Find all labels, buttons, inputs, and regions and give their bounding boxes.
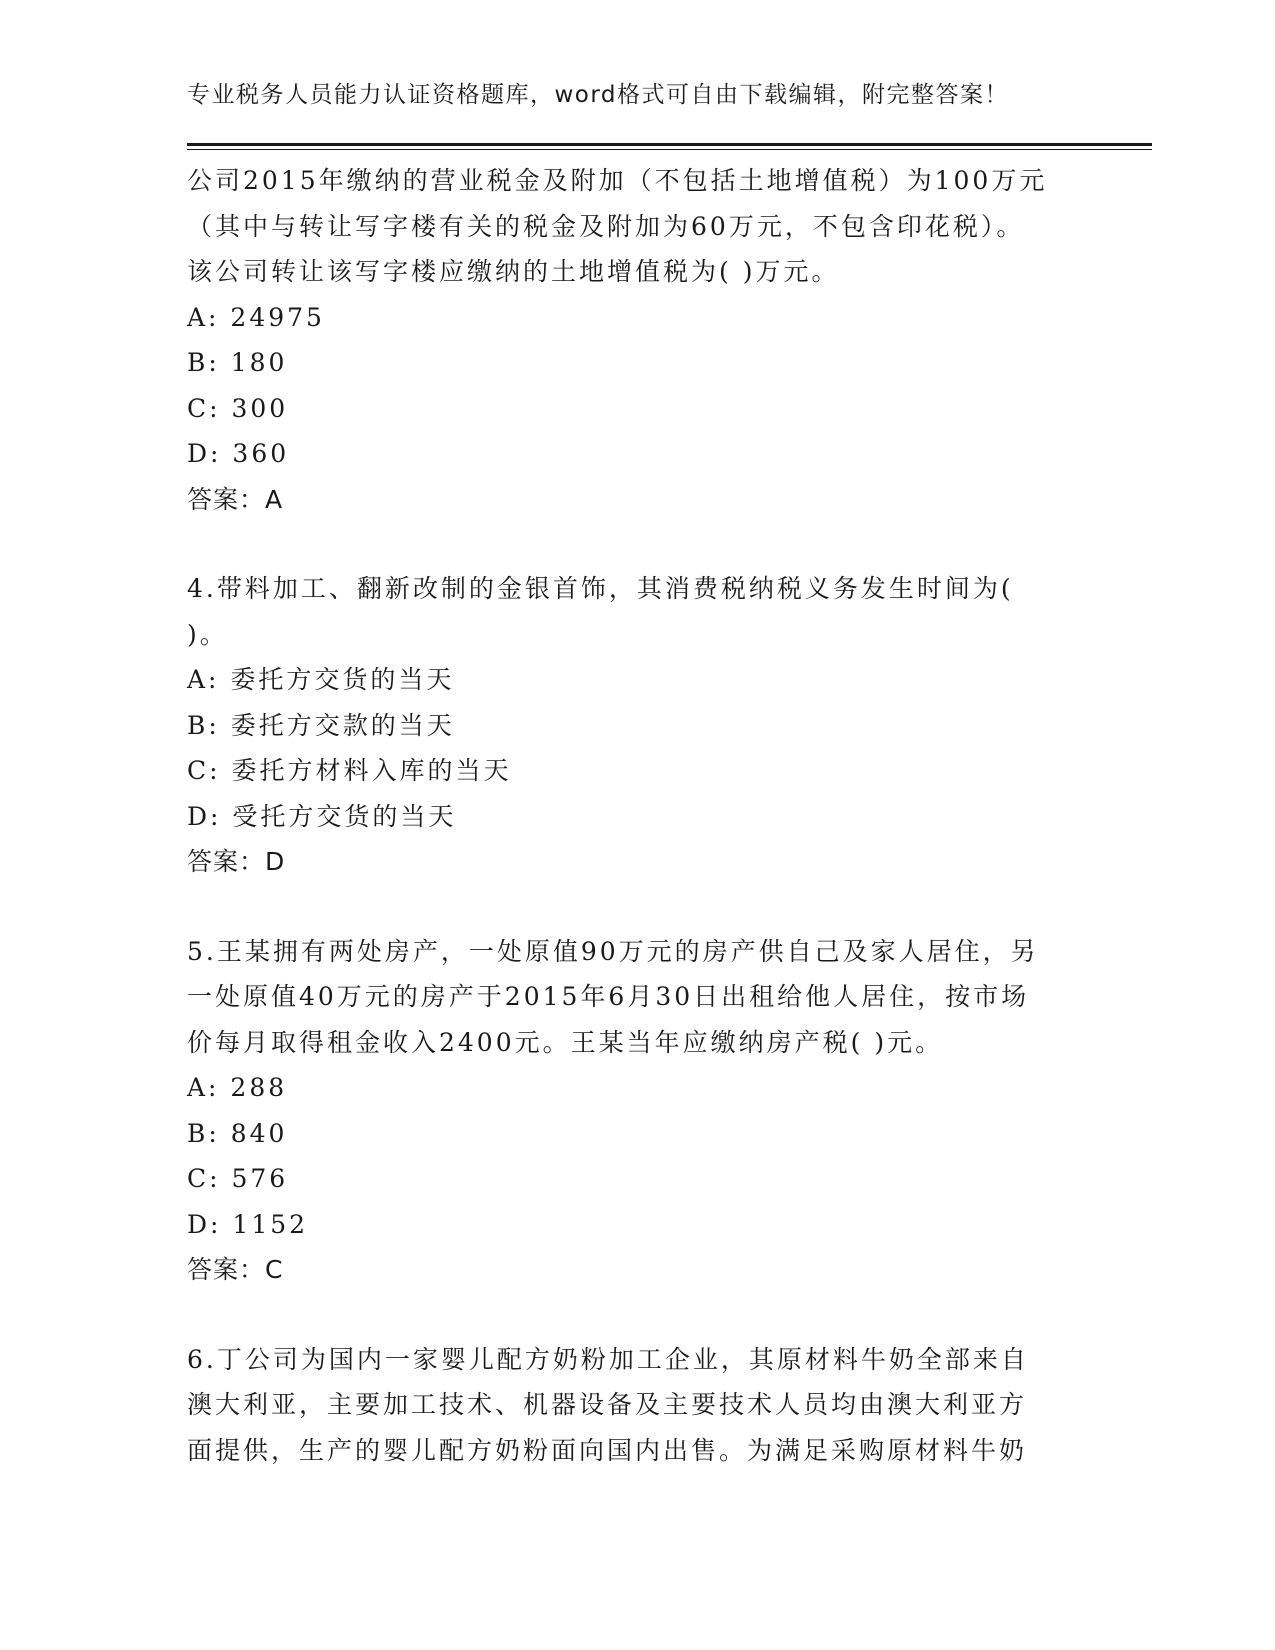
header-rule-thin [187,149,1152,150]
question-stem-line: 澳大利亚，主要加工技术、机器设备及主要技术人员均由澳大利亚方 [187,1390,1028,1419]
option-c: C: 300 [187,393,289,423]
question-stem-line: 该公司转让该写字楼应缴纳的土地增值税为( )万元。 [187,257,840,286]
option-d: D: 受托方交货的当天 [187,801,457,831]
spacer [187,885,1087,929]
option-a: A: 委托方交货的当天 [187,665,455,694]
answer-label: 答案：D [187,847,286,876]
page-header: 专业税务人员能力认证资格题库，word格式可自由下载编辑，附完整答案！ [187,82,1010,108]
spacer [187,1293,1087,1337]
question-stem-line: 5.王某拥有两处房产，一处原值90万元的房产供自己及家人居住，另 [187,936,1039,966]
answer-label: 答案：A [187,484,284,514]
option-a: A: 288 [187,1073,288,1102]
question-6 [187,1337,1087,1474]
option-b: B: 180 [187,348,288,377]
question-stem-line: 价每月取得租金收入2400元。王某当年应缴纳房产税( )元。 [187,1027,944,1057]
option-d: D: 1152 [187,1209,309,1239]
question-4 [187,566,1087,885]
answer-label: 答案：C [187,1255,284,1284]
question-stem-line: 面提供，生产的婴儿配方奶粉面向国内出售。为满足采购原材料牛奶 [187,1435,1028,1465]
option-a: A: 24975 [187,302,325,332]
question-stem-line: 公司2015年缴纳的营业税金及附加（不包括土地增值税）为100万元 [187,166,1048,195]
question-stem-line: 4.带料加工、翻新改制的金银首饰，其消费税纳税义务发生时间为( [187,574,1014,603]
question-5 [187,929,1087,1293]
option-c: C: 576 [187,1164,289,1193]
spacer [187,522,1087,566]
header-rule-thick [187,143,1152,146]
option-d: D: 360 [187,439,290,468]
question-stem-line: 6.丁公司为国内一家婴儿配方奶粉加工企业，其原材料牛奶全部来自 [187,1344,1029,1374]
option-b: B: 840 [187,1118,288,1148]
question-stem-line: )。 [187,619,228,649]
question-stem-line: 一处原值40万元的房产于2015年6月30日出租给他人居住，按市场 [187,982,1030,1011]
question-content [187,158,1087,1473]
option-c: C: 委托方材料入库的当天 [187,756,512,785]
question-stem-line: （其中与转让写字楼有关的税金及附加为60万元，不包含印花税）。 [187,211,1025,241]
question-3 [187,158,1087,522]
option-b: B: 委托方交款的当天 [187,710,455,740]
